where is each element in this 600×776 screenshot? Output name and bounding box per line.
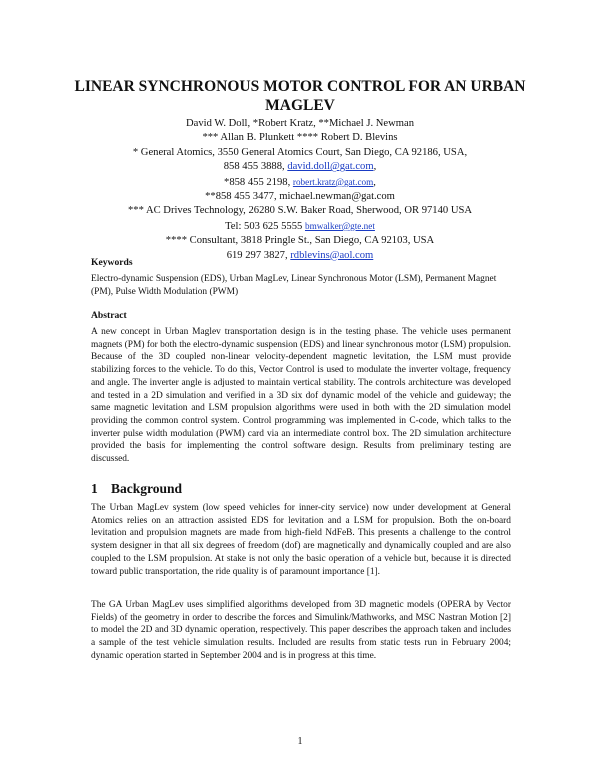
affiliation-general-atomics: * General Atomics, 3550 General Atomics Court, San Diego, CA 92186, USA,	[132, 146, 468, 158]
background-paragraph-1: The Urban MagLev system (low speed vehicles for inner-city service) now under development at General Atomics relies on an attraction assisted EDS for levitation and a LSM for propulsion. Both the on-board levitation and propulsion magnets are made from high-field NdFeB. This presents a challenge to the control system designer in that all six degrees of freedom (dof) are magnetically and dynamically coupled and are also coupled to the LSM propulsion. At stake is not only the basic operation of a vehicle but, because it is directed toward public transportation, the ride quality is of paramount importance [1].	[91, 503, 511, 577]
author-block	[40, 117, 560, 263]
email-link-doll[interactable]: david.doll@gat.com	[287, 161, 374, 173]
affiliation-consultant: **** Consultant, 3818 Pringle St., San Diego, CA 92103, USA	[165, 235, 435, 247]
affiliation-ac-drives: *** AC Drives Technology, 26280 S.W. Baker Road, Sherwood, OR 97140 USA	[127, 205, 473, 217]
keywords-heading: Keywords	[91, 257, 133, 268]
background-paragraph-2: The GA Urban MagLev uses simplified algorithms developed from 3D magnetic models (OPERA by Vector Fields) of the geometry in order to describe the forces and Simulink/Mathworks, and MSC Nastran Motion [2] to model the 2D and 3D dynamic operation, respectively. This paper describes the approach taken and includes a sample of the test vehicle simulation results. Included are results from static tests run in February 2004; dynamic operation started in September 2004 and is in progress at this time.	[91, 600, 511, 661]
email-link-kratz[interactable]: robert.kratz@gat.com	[292, 176, 374, 187]
author-names-line-2: *** Allan B. Plunkett **** Robert D. Blevins	[202, 132, 398, 144]
section-heading-background	[91, 481, 182, 497]
abstract-heading: Abstract	[91, 310, 127, 321]
contact-line-3: **858 455 3477, michael.newman@gat.com	[205, 191, 395, 203]
phone-2: *858 455 2198,	[224, 176, 293, 188]
email-1-suffix: ,	[373, 161, 377, 173]
phone-5: 619 297 3827,	[226, 249, 291, 261]
abstract-text: A new concept in Urban Maglev transportation design is in the testing phase. The vehicle uses permanent magnets (PM) for both the electro-dynamic suspension (EDS) and linear synchronous motor (LSM) propulsion. Because of the 3D coupled non-linear velocity-dependent magnetic levitation, the LSM must provide stabilizing forces to the vehicle. To do this, Vector Control is used to modulate the inverter voltage, frequency and angle. The inverter angle is adjusted to maintain vertical stability. The controls architecture was developed and tested in a 2D simulation and verified in a 3D six dof dynamic model of the vehicle and guideway; the same magnetic levitation and LSM propulsion algorithms were used in both with the 2D simulation model providing the common control system. Control programming was implemented in C-code, which talks to the inverter pulse width modulation (PWM) card via an intermediate control box. The 2D simulation architecture provided the basis for implementing the control software design. Results from preliminary testing are discussed.	[91, 327, 511, 465]
email-link-walker[interactable]: bmwalker@gte.net	[304, 220, 375, 231]
contact-line-1	[40, 160, 560, 174]
contact-line-2	[40, 175, 560, 190]
author-names-line-1: David W. Doll, *Robert Kratz, **Michael J. Newman	[185, 118, 414, 129]
email-2-suffix: ,	[373, 176, 376, 188]
phone-1: 858 455 3888,	[223, 161, 288, 173]
section-number: 1	[91, 481, 98, 496]
paper-title: LINEAR SYNCHRONOUS MOTOR CONTROL FOR AN URBAN MAGLEV	[74, 78, 526, 114]
page-number: 1	[297, 736, 303, 747]
keywords-text: Electro-dynamic Suspension (EDS), Urban MagLev, Linear Synchronous Motor (LSM), Permanent Magnet (PM), Pulse Width Modulation (PWM)	[91, 274, 497, 297]
email-link-blevins[interactable]: rdblevins@aol.com	[290, 249, 374, 261]
contact-line-4	[40, 219, 560, 234]
section-title: Background	[111, 481, 183, 496]
tel-4: Tel: 503 625 5555	[225, 220, 305, 232]
